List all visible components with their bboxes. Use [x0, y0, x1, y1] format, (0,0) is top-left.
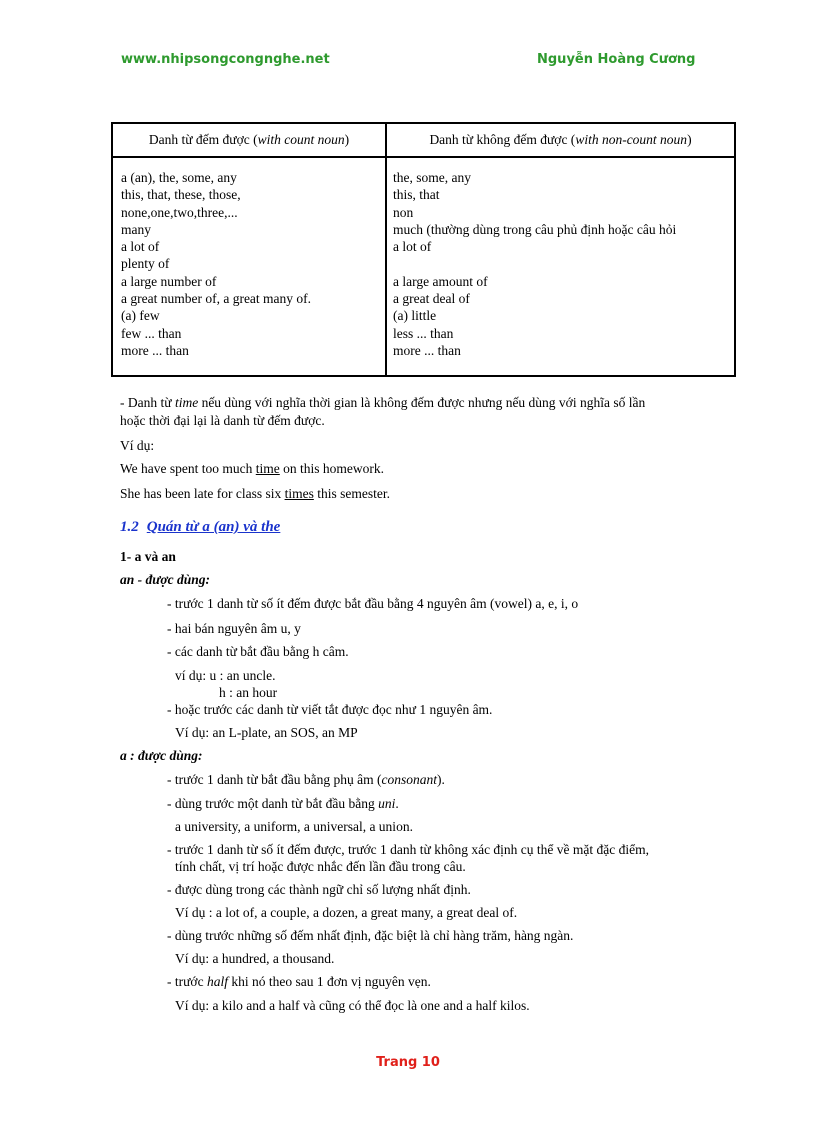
- col-header-count: Danh từ đếm được (with count noun): [112, 123, 386, 157]
- a-example-3: Ví dụ: a hundred, a thousand.: [175, 951, 335, 966]
- an-heading: an - được dùng:: [120, 572, 210, 587]
- noncount-item: this, that: [393, 187, 440, 203]
- time-note-line1: - Danh từ time nếu dùng với nghĩa thời gian là không đếm được nhưng nếu dùng với nghĩa số lần: [120, 395, 646, 410]
- a-example-2: Ví dụ : a lot of, a couple, a dozen, a great many, a great deal of.: [175, 905, 518, 920]
- table-header-row: [112, 123, 735, 157]
- an-example-2: h : an hour: [219, 685, 278, 700]
- page-number: Trang 10: [376, 1055, 440, 1070]
- an-rule-1: - trước 1 danh từ số ít đếm được bắt đầu bằng 4 nguyên âm (vowel) a, e, i, o: [167, 596, 579, 611]
- noncount-item: a lot of: [393, 239, 432, 255]
- time-note-line2: hoặc thời đại lại là danh từ đếm được.: [120, 413, 325, 428]
- section-heading: 1.2 Quán từ a (an) và the: [120, 519, 281, 535]
- a-rule-5: - dùng trước những số đếm nhất định, đặc biệt là chỉ hàng trăm, hàng ngàn.: [167, 928, 574, 943]
- a-rule-6: - trước half khi nó theo sau 1 đơn vị nguyên vẹn.: [167, 974, 431, 989]
- example-sentence-2: She has been late for class six times this semester.: [120, 486, 390, 501]
- noncount-item: [393, 255, 734, 272]
- a-rule-3-line2: tính chất, vị trí hoặc được nhắc đến lần đầu trong câu.: [175, 859, 466, 874]
- count-item: few ... than: [121, 325, 182, 341]
- an-example-1: ví dụ: u : an uncle.: [175, 668, 276, 683]
- noncount-item: much (thường dùng trong câu phủ định hoặc câu hỏi: [393, 221, 677, 237]
- count-item: many: [121, 221, 151, 237]
- noncount-item: the, some, any: [393, 170, 471, 185]
- a-rule-3-line1: - trước 1 danh từ số ít đếm được, trước 1 danh từ không xác định cụ thể về mặt đặc điểm,: [167, 842, 650, 857]
- noncount-item: a large amount of: [393, 273, 488, 289]
- example-label: Ví dụ:: [120, 438, 155, 453]
- count-item: this, that, these, those,: [121, 187, 241, 203]
- table-row: [112, 157, 735, 376]
- noncount-item: a great deal of: [393, 291, 470, 307]
- col-header-noncount: Danh từ không đếm được (with non-count noun): [386, 123, 735, 157]
- count-item: none,one,two,three,...: [121, 204, 238, 220]
- section-title-link[interactable]: Quán từ a (an) và the: [146, 519, 281, 535]
- header-website: www.nhipsongcongnghe.net: [121, 52, 330, 67]
- a-heading: a : được dùng:: [120, 748, 203, 763]
- count-item: a (an), the, some, any: [121, 170, 237, 185]
- count-item: a lot of: [121, 239, 160, 255]
- count-item: a great number of, a great many of.: [121, 291, 312, 307]
- noncount-item: (a) little: [393, 308, 437, 324]
- an-example-3: Ví dụ: an L-plate, an SOS, an MP: [175, 725, 358, 740]
- count-item: plenty of: [121, 256, 170, 272]
- noncount-item: less ... than: [393, 325, 454, 341]
- count-noncount-table: [111, 122, 736, 377]
- subheading-a-an: 1- a và an: [120, 549, 176, 564]
- count-item: (a) few: [121, 308, 160, 324]
- an-rule-3: - các danh từ bắt đầu bằng h câm.: [167, 644, 349, 659]
- count-item: more ... than: [121, 342, 189, 358]
- noncount-item: more ... than: [393, 342, 461, 358]
- count-item: a large number of: [121, 273, 217, 289]
- noncount-cell: [386, 157, 735, 376]
- a-example-1: a university, a uniform, a universal, a union.: [175, 819, 413, 834]
- count-cell: [112, 157, 386, 376]
- header-author: Nguyễn Hoàng Cương: [537, 52, 696, 67]
- an-rule-4: - hoặc trước các danh từ viết tắt được đọc như 1 nguyên âm.: [167, 702, 493, 717]
- noncount-item: non: [393, 204, 414, 220]
- a-rule-4: - được dùng trong các thành ngữ chỉ số lượng nhất định.: [167, 882, 471, 897]
- a-example-4: Ví dụ: a kilo and a half và cũng có thể đọc là one and a half kilos.: [175, 998, 530, 1013]
- a-rule-2: - dùng trước một danh từ bắt đầu bằng uni.: [167, 796, 399, 811]
- an-rule-2: - hai bán nguyên âm u, y: [167, 621, 301, 636]
- example-sentence-1: We have spent too much time on this homework.: [120, 461, 385, 476]
- a-rule-1: - trước 1 danh từ bắt đầu bằng phụ âm (consonant).: [167, 772, 445, 787]
